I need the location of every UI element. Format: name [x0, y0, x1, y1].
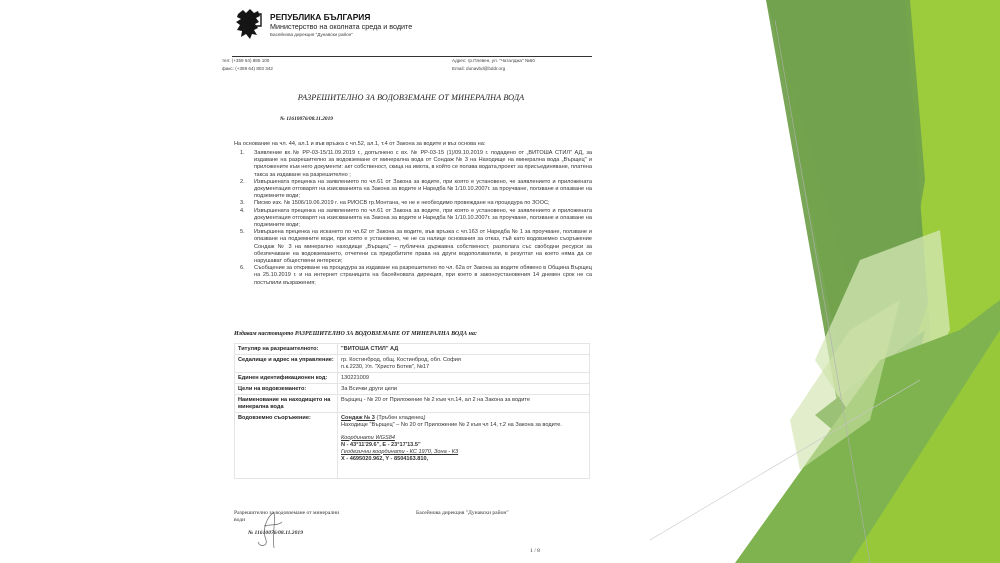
deposit-value: Върщец - № 20 от Приложение № 2 към чл.14, ал 2 на Закона за водите [338, 395, 590, 413]
letterhead-country: РЕПУБЛИКА БЪЛГАРИЯ [270, 12, 371, 22]
seat-value: гр. Костинброд, общ. Костинброд, обл. София п.к.2230, Ул. "Христо Ботев", №17 [338, 355, 590, 373]
eik-value: 130221009 [338, 373, 590, 384]
purpose-label: Цели на водовземането: [235, 384, 338, 395]
footer-permit-ref: Разрешително за водовземане от минерални води [234, 510, 340, 524]
facility-type: (Тръбен кладенец) [374, 414, 426, 421]
letterhead-directorate: Басейнова дирекция "Дунавски район" [270, 32, 353, 37]
purpose-value: За Всички други цели [338, 384, 590, 395]
permit-details-table [234, 343, 590, 479]
wgs-coordinates: N - 43°11'29.6", E - 23°17'13.5" [341, 441, 421, 448]
list-item: 4. Извършената преценка на заявлението по чл.61 от Закона за водите, при която е установено, че заявлението и приложената документация отговарят на изискванията на Закона за водите и Наредба № 1/10.10.2007г. за проучване, ползване и опазване на подземните води; [240, 207, 592, 229]
facility-value [338, 413, 590, 479]
issue-statement: Издавам настоящото РАЗРЕШИТЕЛНО ЗА ВОДОВЗЕМАНЕ ОТ МИНЕРАЛНА ВОДА на: [234, 331, 477, 337]
table-row [235, 413, 590, 479]
holder-value: "ВИТОША СТИЛ" АД [338, 344, 590, 355]
bulgarian-coat-of-arms-icon [234, 8, 264, 40]
letterhead-divider [232, 56, 592, 57]
list-item: 6. Съобщение за откриване на процедура за издаване на разрешително по чл. 62а от Закона за водите обявено в Община Върщец на 25.10.2019 г. и на интернет страницата на басейновата дирекция, при което в законоустановения 14 дневен срок не са постъпили възражения; [240, 265, 592, 286]
list-item: 5. Извършена преценка на искането по чл.62 от Закона за водите, във връзка с чл.163 от Наредба № 1 за проучване, ползване и опазване на подземните води, при която е установено, че не са налице основания за отказ, тъй като водовземно съоръжение Сондаж № 3 на минерално находище „Върщец" – публична държавна собственост, разполага със свободни ресурси за обезпечаване на водовземането, отчетени са придобитите права на други водоползватели, в резултат на което няма да се нарушават обществени интереси; [240, 229, 592, 265]
email-text: Email: dunavbd@bddr.org [452, 66, 506, 71]
table-row [235, 355, 590, 373]
facility-name: Сондаж № 3 [341, 414, 375, 421]
list-item: 2. Извършената преценка на заявлението по чл.61 от Закона за водите, при която е установено, че заявлението и приложената документация отговарят на изискванията на Закона за водите и Наредба № 1/10.10.2007г. за проучване, ползване и опазване на подземните води; [240, 178, 592, 200]
eik-label: Единен идентификационен код: [235, 373, 338, 384]
table-row [235, 384, 590, 395]
list-item: 1. Заявление вх.№ РР-03-15/11.09.2019 г., допълнено с вх. № РР-03-15 (1)/09.10.2019 г. подадено от „ВИТОША СТИЛ" АД, за издаване на разрешително за водовземане от минерална вода от Сондаж № 3 на Находище на минерална вода „Върщец" и приложените към него документи: акт собственост, скица на имота, в който се ползва водата,проект за присъединяване, платена такса за издаване на разрешително ; [240, 150, 592, 178]
contact-address [452, 57, 535, 73]
wgs-label: Координати WGS84 [341, 434, 395, 441]
page-indicator: 1 / 8 [530, 548, 540, 554]
phone-text: тел: (+359 64) 885 100 [222, 58, 270, 63]
list-item: 3. Писмо изх. № 1506/19.06.2019 г. на РИОСВ гр.Монтана, че не е необходимо провеждане на процедура по ЗООС; [240, 200, 550, 207]
legal-basis-intro: На основание на чл. 44, ал.1 и във връзка с чл.52, ал.1, т.4 от Закона за водите и въз основа на: [234, 141, 486, 147]
table-row [235, 344, 590, 355]
letterhead [234, 8, 594, 48]
address-text: Адрес: гр.Плевен, ул. "Чаталджа" №60 [452, 58, 535, 63]
permit-number: № 11610076/08.11.2019 [280, 116, 334, 122]
footer-directorate: Басейнова дирекция "Дунавски район" [416, 510, 509, 516]
table-row [235, 373, 590, 384]
geodetic-label: Геодезични координати - КС 1970, Зона - К3 [341, 448, 459, 455]
facility-label: Водовземно съоръжение: [235, 413, 338, 479]
legal-basis-list [234, 150, 592, 287]
scanned-permit-document [222, 0, 600, 563]
table-row [235, 395, 590, 413]
facility-description: Находище "Върщец" – No 20 от Приложение № 2 към чл 14, т.2 на Закона за водите. [341, 421, 562, 428]
footer-permit-number: № 11610076/08.11.2019 [248, 530, 303, 536]
deposit-label: Наименование на находището на минерална вода [235, 395, 338, 413]
holder-label: Титуляр на разрешителното: [235, 344, 338, 355]
fax-text: факс: (+359 64) 803 342 [222, 66, 273, 71]
document-title: РАЗРЕШИТЕЛНО ЗА ВОДОВЗЕМАНЕ ОТ МИНЕРАЛНА ВОДА [297, 93, 525, 102]
letterhead-ministry: Министерство на околната среда и водите [270, 22, 413, 31]
seat-label: Седалище и адрес на управление: [235, 355, 338, 373]
contact-phones [222, 57, 273, 73]
geodetic-coordinates: X - 4695020.962, Y - 8504163.810, [341, 455, 429, 462]
